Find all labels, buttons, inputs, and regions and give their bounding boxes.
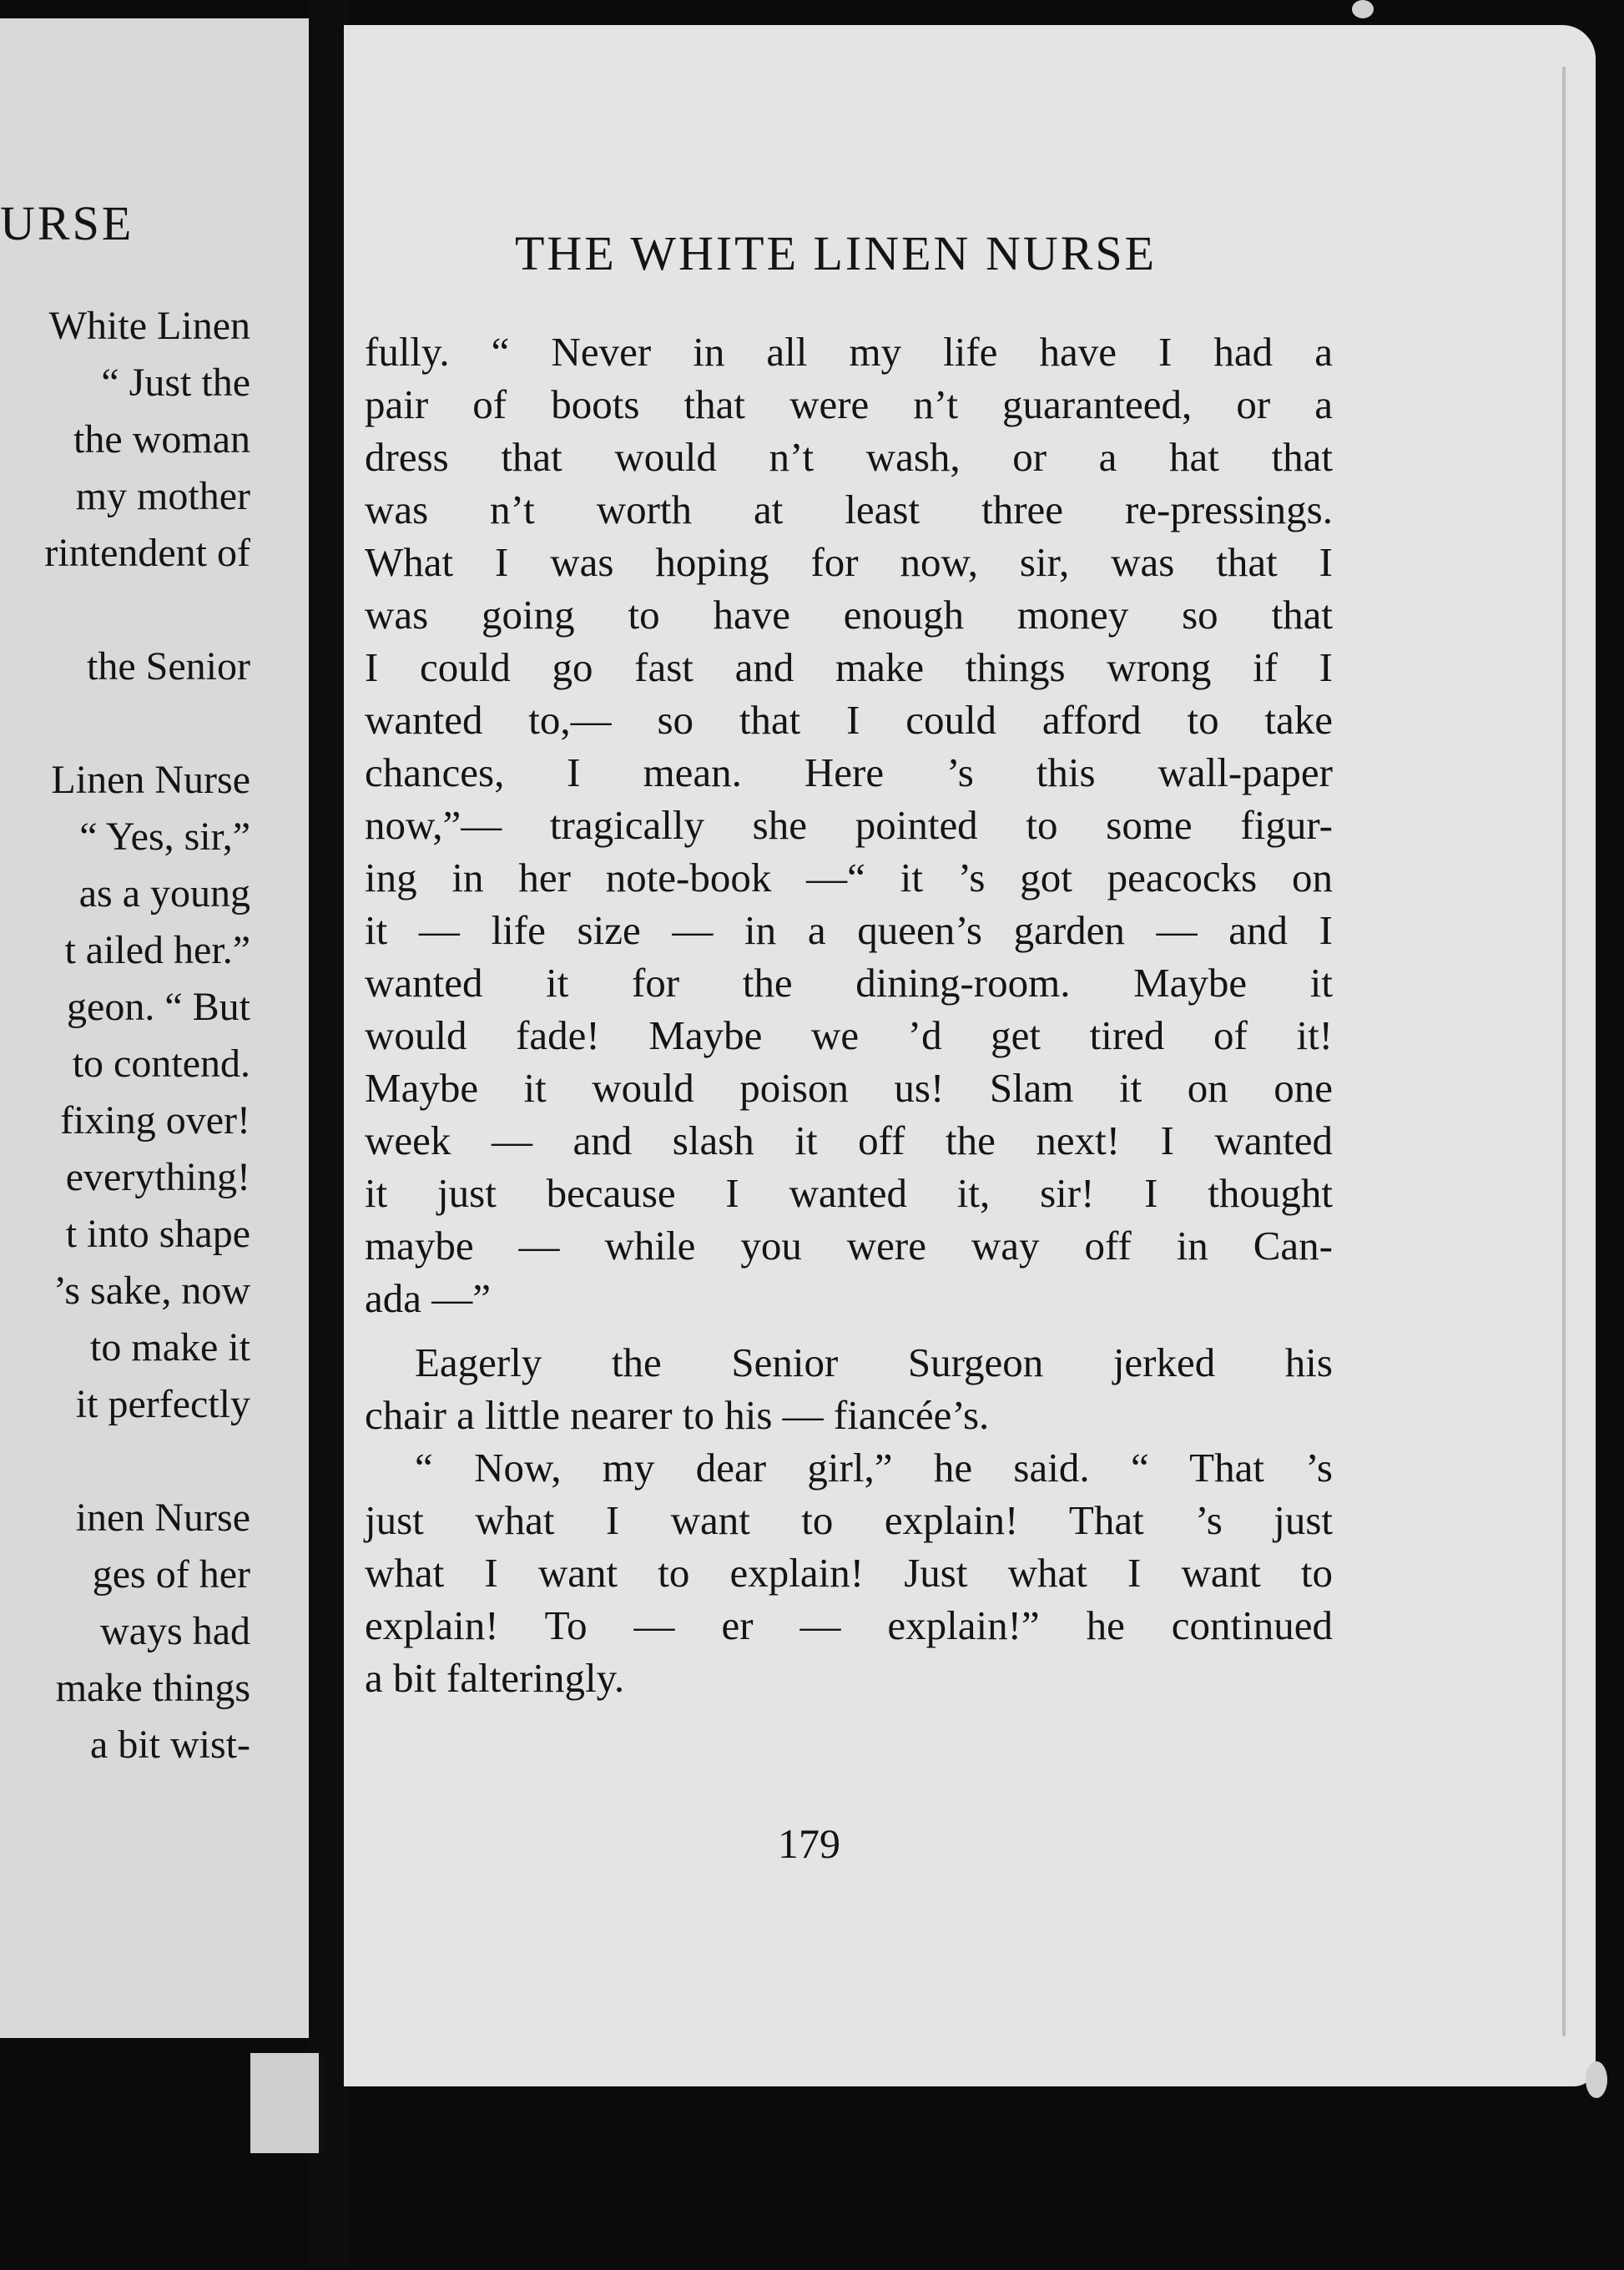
page-number: 179 bbox=[778, 1820, 840, 1867]
text-line: Maybe it would poison us! Slam it on one bbox=[365, 1065, 1333, 1111]
text-line: Eagerly the Senior Surgeon jerked his bbox=[415, 1339, 1333, 1385]
left-page bbox=[0, 18, 309, 2038]
left-text-line: Linen Nurse bbox=[51, 758, 250, 802]
text-line: just what I want to explain! That ’s just bbox=[365, 1497, 1333, 1543]
body-text bbox=[365, 325, 1333, 1704]
left-text-line: rintendent of bbox=[44, 531, 250, 575]
left-text-line: the woman bbox=[73, 417, 250, 462]
left-text-line: White Linen bbox=[48, 304, 250, 348]
text-line: dress that would n’t wash, or a hat that bbox=[365, 434, 1333, 480]
text-line: ing in her note-book —“ it ’s got peacocks on bbox=[365, 855, 1333, 900]
text-line: what I want to explain! Just what I want to bbox=[365, 1550, 1333, 1596]
text-line: fully. “ Never in all my life have I had a bbox=[365, 329, 1333, 375]
text-line: wanted to,— so that I could afford to take bbox=[365, 697, 1333, 743]
text-line: “ Now, my dear girl,” he said. “ That ’s bbox=[415, 1445, 1333, 1491]
left-text-line: t ailed her.” bbox=[64, 928, 250, 972]
left-text-line: the Senior bbox=[87, 644, 250, 689]
left-text-line: ges of her bbox=[92, 1552, 250, 1597]
text-line: was going to have enough money so that bbox=[365, 592, 1333, 638]
text-line: a bit falteringly. bbox=[365, 1655, 625, 1701]
left-text-line: “ Just the bbox=[101, 361, 250, 405]
text-line: it — life size — in a queen’s garden — and I bbox=[365, 907, 1333, 953]
scan-speck bbox=[1352, 0, 1374, 18]
book-gutter bbox=[309, 0, 349, 2270]
left-text-line: to contend. bbox=[72, 1042, 250, 1086]
running-head: THE WHITE LINEN NURSE bbox=[515, 226, 1157, 280]
right-page bbox=[344, 25, 1596, 2086]
left-text-line: t into shape bbox=[65, 1212, 250, 1256]
text-line: explain! To — er — explain!” he continued bbox=[365, 1602, 1333, 1648]
left-text-line: my mother bbox=[75, 474, 250, 518]
left-running-head: URSE bbox=[0, 196, 134, 250]
left-text-line: “ Yes, sir,” bbox=[79, 815, 250, 859]
left-text-line: geon. “ But bbox=[67, 985, 250, 1029]
left-text-line: it perfectly bbox=[75, 1382, 250, 1426]
text-line: would fade! Maybe we ’d get tired of it! bbox=[365, 1012, 1333, 1058]
page-edge-tab bbox=[250, 2053, 324, 2153]
text-line: was n’t worth at least three re-pressings. bbox=[365, 487, 1333, 532]
text-line: What I was hoping for now, sir, was that I bbox=[365, 539, 1333, 585]
left-text-line: everything! bbox=[65, 1155, 250, 1199]
left-text-line: inen Nurse bbox=[75, 1496, 250, 1540]
left-text-line: ’s sake, now bbox=[53, 1269, 250, 1313]
text-line: I could go fast and make things wrong if I bbox=[365, 644, 1333, 690]
text-line: wanted it for the dining-room. Maybe it bbox=[365, 960, 1333, 1006]
text-line: chair a little nearer to his — fiancée’s. bbox=[365, 1392, 990, 1438]
text-line: it just because I wanted it, sir! I thought bbox=[365, 1170, 1333, 1216]
left-text-line: fixing over! bbox=[60, 1098, 250, 1143]
text-line: chances, I mean. Here ’s this wall-paper bbox=[365, 749, 1333, 795]
text-line: pair of boots that were n’t guaranteed, or a bbox=[365, 381, 1333, 427]
scan-speck bbox=[1586, 2061, 1607, 2098]
text-line: maybe — while you were way off in Can- bbox=[365, 1223, 1333, 1269]
text-line: week — and slash it off the next! I wanted bbox=[365, 1117, 1333, 1163]
left-text-line: to make it bbox=[90, 1325, 250, 1370]
text-line: ada —” bbox=[365, 1275, 491, 1321]
left-text-line: ways had bbox=[100, 1609, 250, 1653]
text-line: now,”— tragically she pointed to some figur- bbox=[365, 802, 1333, 848]
left-text-line: make things bbox=[55, 1666, 250, 1710]
left-text-line: a bit wist- bbox=[90, 1723, 250, 1767]
left-text-line: as a young bbox=[78, 871, 250, 916]
